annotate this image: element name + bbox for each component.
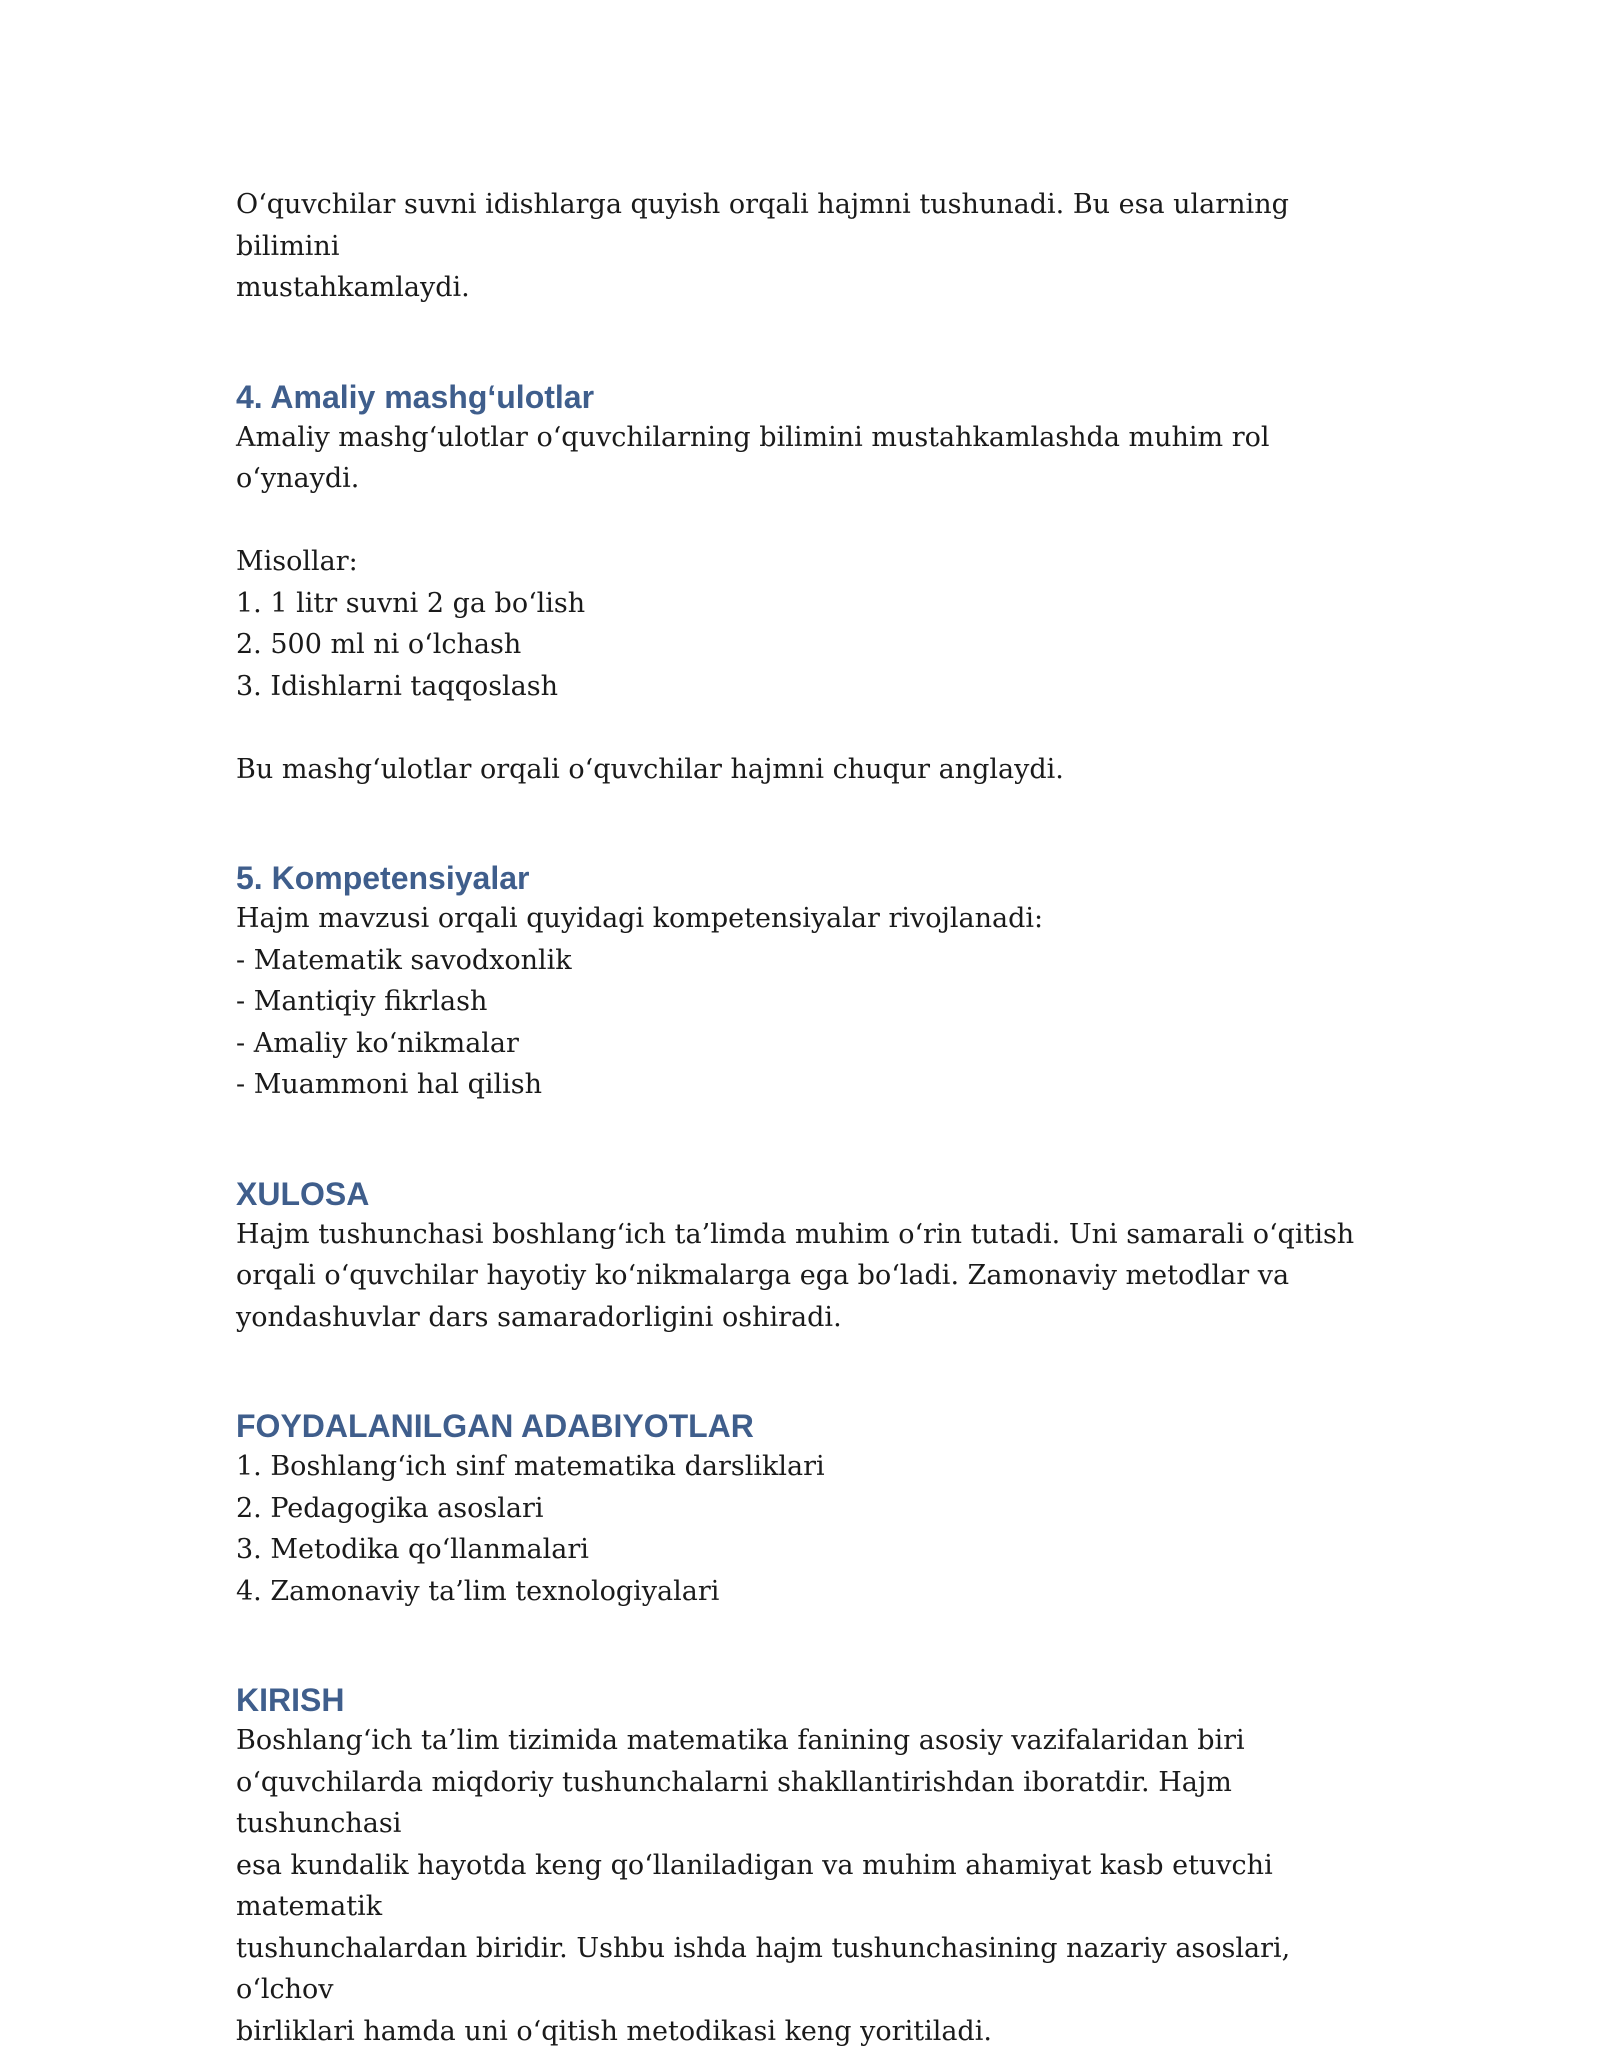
list-item: - Matematik savodxonlik: [236, 944, 572, 976]
list-item: 4. Zamonaviy ta’lim texnologiyalari: [236, 1575, 720, 1607]
list-item: 2. Pedagogika asoslari: [236, 1492, 544, 1524]
conclusion-paragraph: [236, 1214, 1376, 1339]
paragraph-line: yondashuvlar dars samaradorligini oshiradi.: [236, 1301, 842, 1333]
paragraph-line: Hajm tushunchasi boshlang‘ich ta’limda muhim o‘rin tutadi. Uni samarali o‘qitish: [236, 1218, 1355, 1250]
examples-list: [236, 583, 1376, 708]
section-heading-xulosa: XULOSA: [236, 1175, 370, 1212]
list-item: 3. Idishlarni taqqoslash: [236, 670, 559, 702]
section-heading-kompetensiyalar: 5. Kompetensiyalar: [236, 860, 530, 896]
paragraph-line: esa kundalik hayotda keng qo‘llaniladigan va muhim ahamiyat kasb etuvchi matematik: [236, 1849, 1273, 1922]
intro-paragraph: [236, 184, 1376, 309]
list-item: 3. Metodika qo‘llanmalari: [236, 1534, 589, 1565]
references-list: [236, 1446, 1376, 1612]
list-item: - Mantiqiy fikrlash: [236, 986, 488, 1017]
list-item: 1. 1 litr suvni 2 ga bo‘lish: [236, 587, 586, 619]
section-paragraph: Amaliy mashg‘ulotlar o‘quvchilarning bilimini mustahkamlashda muhim rol o‘ynaydi.: [236, 421, 1270, 494]
section-heading-amaliy: 4. Amaliy mashg‘ulotlar: [236, 378, 595, 415]
paragraph-line: tushunchalardan biridir. Ushbu ishda hajm tushunchasining nazariy asoslari, o‘lchov: [236, 1932, 1291, 2005]
intro-line: mustahkamlaydi.: [236, 272, 470, 303]
section-intro: Hajm mavzusi orqali quyidagi kompetensiyalar rivojlanadi:: [236, 903, 1044, 934]
list-item: 2. 500 ml ni o‘lchash: [236, 629, 522, 660]
section-heading-kirish: KIRISH: [236, 1682, 345, 1718]
section-closing: Bu mashg‘ulotlar orqali o‘quvchilar hajmni chuqur anglaydi.: [236, 753, 1064, 785]
list-item: 1. Boshlang‘ich sinf matematika darsliklari: [236, 1451, 825, 1482]
section-heading-adabiyotlar: FOYDALANILGAN ADABIYOTLAR: [236, 1408, 754, 1444]
examples-label: Misollar:: [236, 546, 358, 577]
introduction-paragraph: [236, 1720, 1376, 2052]
list-item: - Muammoni hal qilish: [236, 1069, 543, 1100]
competencies-list: [236, 940, 1376, 1106]
paragraph-line: orqali o‘quvchilar hayotiy ko‘nikmalarga ega bo‘ladi. Zamonaviy metodlar va: [236, 1260, 1290, 1291]
paragraph-line: birliklari hamda uni o‘qitish metodikasi keng yoritiladi.: [236, 2015, 992, 2047]
list-item: - Amaliy ko‘nikmalar: [236, 1027, 519, 1059]
paragraph-line: Boshlang‘ich ta’lim tizimida matematika fanining asosiy vazifalaridan biri: [236, 1725, 1245, 1756]
paragraph-line: o‘quvchilarda miqdoriy tushunchalarni shakllantirishdan iboratdir. Hajm tushunchasi: [236, 1766, 1232, 1839]
document-body: [236, 184, 1376, 2052]
intro-line: O‘quvchilar suvni idishlarga quyish orqali hajmni tushunadi. Bu esa ularning bilimini: [236, 189, 1289, 262]
